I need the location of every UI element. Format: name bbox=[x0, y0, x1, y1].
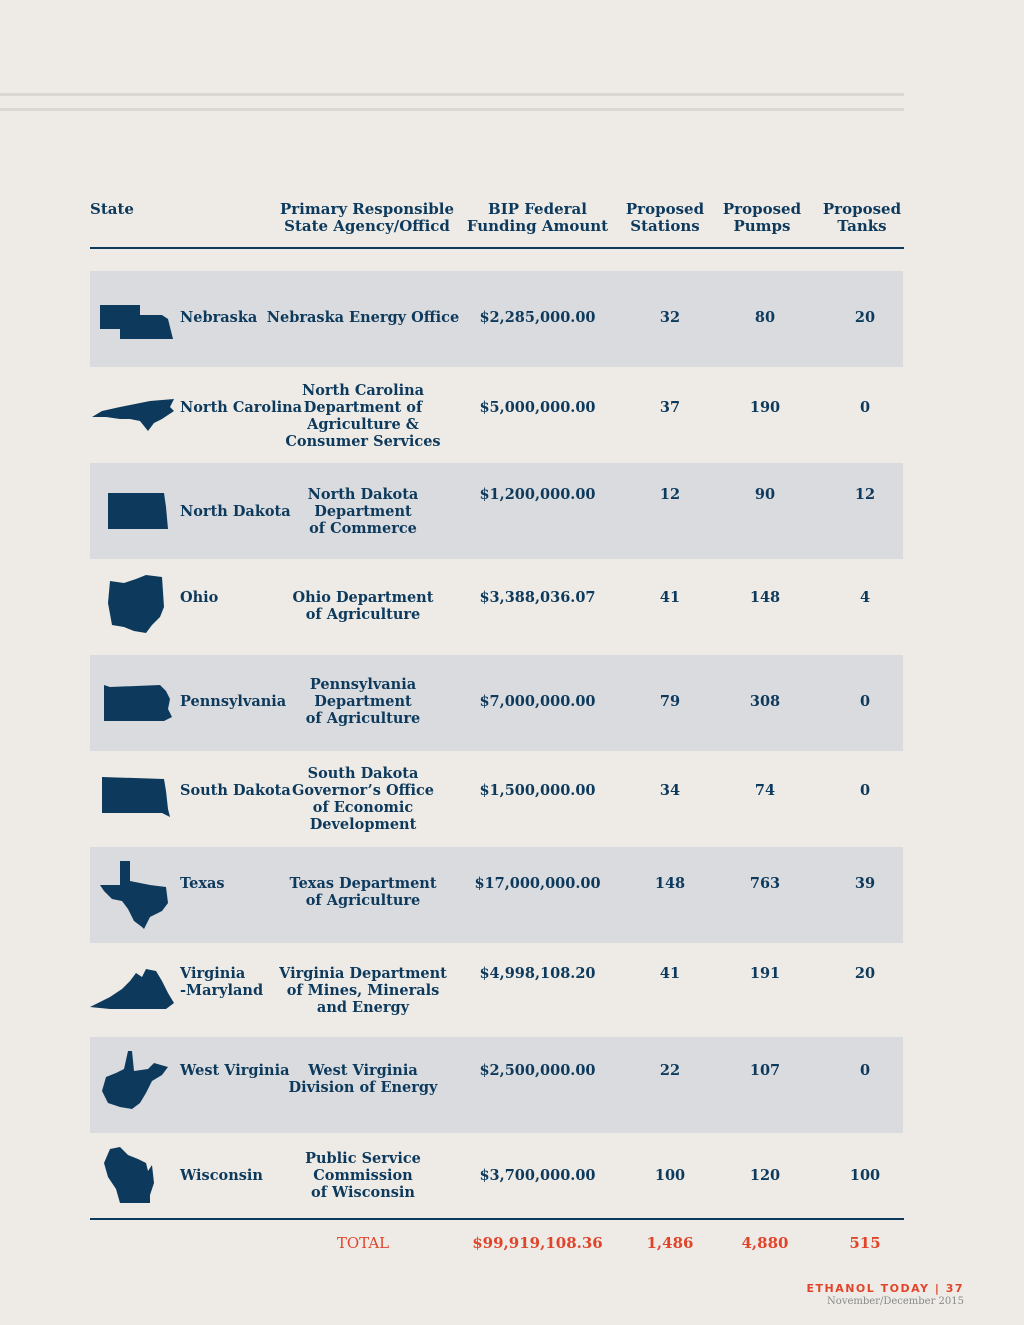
state-name: West Virginia bbox=[180, 1062, 290, 1079]
total-rule bbox=[90, 1218, 904, 1220]
header-rule bbox=[90, 247, 904, 249]
state-name: Virginia -Maryland bbox=[180, 965, 264, 999]
agency-name: Pennsylvania Department of Agriculture bbox=[305, 676, 421, 727]
virginia-maryland-icon bbox=[90, 943, 176, 1039]
table-row bbox=[90, 463, 903, 559]
proposed-tanks: 100 bbox=[849, 1167, 881, 1184]
proposed-pumps: 763 bbox=[749, 875, 781, 892]
funding-amount: $3,388,036.07 bbox=[479, 589, 596, 606]
funding-amount: $2,285,000.00 bbox=[479, 309, 596, 326]
proposed-stations: 41 bbox=[659, 965, 681, 982]
proposed-stations: 37 bbox=[659, 399, 681, 416]
header-funding: BIP Federal Funding Amount bbox=[466, 200, 609, 235]
funding-amount: $3,700,000.00 bbox=[479, 1167, 596, 1184]
texas-icon bbox=[90, 847, 176, 943]
top-rule bbox=[0, 93, 904, 96]
wisconsin-icon bbox=[90, 1133, 176, 1229]
agency-name: Texas Department of Agriculture bbox=[289, 875, 437, 909]
agency-name: Virginia Department of Mines, Minerals and Energy bbox=[279, 965, 447, 1016]
agency-name: North Dakota Department of Commerce bbox=[307, 486, 419, 537]
table-row bbox=[90, 559, 903, 655]
total-label: TOTAL bbox=[336, 1234, 390, 1252]
agency-name: West Virginia Division of Energy bbox=[288, 1062, 438, 1096]
header-state: State bbox=[90, 200, 134, 218]
funding-amount: $7,000,000.00 bbox=[479, 693, 596, 710]
table-row bbox=[90, 271, 903, 367]
agency-name: North Carolina Department of Agriculture & Consumer Services bbox=[285, 382, 441, 450]
proposed-tanks: 0 bbox=[859, 693, 871, 710]
funding-amount: $2,500,000.00 bbox=[479, 1062, 596, 1079]
funding-amount: $4,998,108.20 bbox=[479, 965, 596, 982]
agency-name: Nebraska Energy Office bbox=[266, 309, 460, 326]
state-name: Ohio bbox=[180, 589, 219, 606]
state-name: North Dakota bbox=[180, 503, 291, 520]
issue-date: November/December 2015 bbox=[827, 1296, 964, 1307]
state-name: North Carolina bbox=[180, 399, 303, 416]
proposed-pumps: 120 bbox=[749, 1167, 781, 1184]
funding-amount: $17,000,000.00 bbox=[474, 875, 601, 892]
proposed-pumps: 308 bbox=[749, 693, 781, 710]
proposed-tanks: 20 bbox=[854, 965, 876, 982]
north-carolina-icon bbox=[90, 367, 176, 463]
proposed-stations: 100 bbox=[654, 1167, 686, 1184]
state-name: Wisconsin bbox=[180, 1167, 263, 1184]
proposed-stations: 12 bbox=[659, 486, 681, 503]
proposed-tanks: 0 bbox=[859, 399, 871, 416]
funding-amount: $1,200,000.00 bbox=[479, 486, 596, 503]
state-name: South Dakota bbox=[180, 782, 291, 799]
table-row bbox=[90, 751, 903, 847]
proposed-pumps: 90 bbox=[754, 486, 776, 503]
north-dakota-icon bbox=[90, 463, 176, 559]
total-funding: $99,919,108.36 bbox=[472, 1234, 603, 1252]
total-tanks: 515 bbox=[849, 1234, 881, 1252]
header-tanks: Proposed Tanks bbox=[822, 200, 902, 235]
state-name: Texas bbox=[180, 875, 225, 892]
pennsylvania-icon bbox=[90, 655, 176, 751]
funding-amount: $1,500,000.00 bbox=[479, 782, 596, 799]
nebraska-icon bbox=[90, 271, 176, 367]
proposed-tanks: 0 bbox=[859, 1062, 871, 1079]
table-row bbox=[90, 943, 903, 1039]
proposed-pumps: 190 bbox=[749, 399, 781, 416]
proposed-tanks: 12 bbox=[854, 486, 876, 503]
proposed-pumps: 80 bbox=[754, 309, 776, 326]
proposed-stations: 22 bbox=[659, 1062, 681, 1079]
south-dakota-icon bbox=[90, 751, 176, 847]
proposed-stations: 79 bbox=[659, 693, 681, 710]
header-pumps: Proposed Pumps bbox=[722, 200, 802, 235]
ohio-icon bbox=[90, 559, 176, 655]
agency-name: Public Service Commission of Wisconsin bbox=[305, 1150, 421, 1201]
proposed-stations: 32 bbox=[659, 309, 681, 326]
top-rule-secondary bbox=[0, 108, 904, 111]
proposed-pumps: 74 bbox=[754, 782, 776, 799]
agency-name: South Dakota Governor’s Office of Economic Development bbox=[291, 765, 435, 833]
table-row bbox=[90, 367, 903, 463]
total-stations: 1,486 bbox=[646, 1234, 694, 1252]
proposed-stations: 148 bbox=[654, 875, 686, 892]
table-row bbox=[90, 655, 903, 751]
table-row bbox=[90, 1133, 903, 1229]
proposed-pumps: 191 bbox=[749, 965, 781, 982]
west-virginia-icon bbox=[90, 1037, 176, 1133]
header-stations: Proposed Stations bbox=[625, 200, 705, 235]
total-pumps: 4,880 bbox=[741, 1234, 789, 1252]
funding-amount: $5,000,000.00 bbox=[479, 399, 596, 416]
proposed-stations: 34 bbox=[659, 782, 681, 799]
proposed-tanks: 0 bbox=[859, 782, 871, 799]
proposed-tanks: 4 bbox=[859, 589, 871, 606]
agency-name: Ohio Department of Agriculture bbox=[292, 589, 434, 623]
table-row bbox=[90, 1037, 903, 1133]
proposed-tanks: 39 bbox=[854, 875, 876, 892]
proposed-stations: 41 bbox=[659, 589, 681, 606]
proposed-tanks: 20 bbox=[854, 309, 876, 326]
state-name: Pennsylvania bbox=[180, 693, 287, 710]
publication-page: ETHANOL TODAY | 37 bbox=[806, 1282, 964, 1295]
proposed-pumps: 148 bbox=[749, 589, 781, 606]
proposed-pumps: 107 bbox=[749, 1062, 781, 1079]
state-name: Nebraska bbox=[180, 309, 258, 326]
header-agency: Primary Responsible State Agency/Officd bbox=[279, 200, 455, 235]
table-row bbox=[90, 847, 903, 943]
